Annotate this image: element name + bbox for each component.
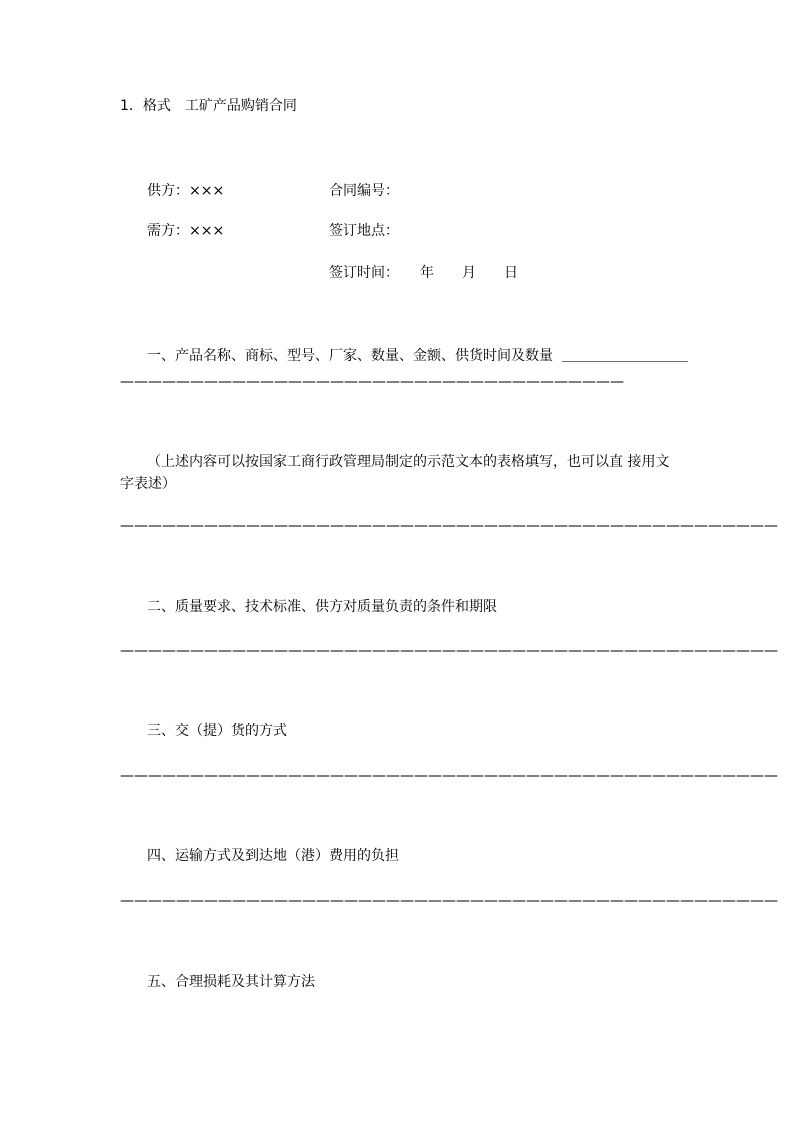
sign-time-field: 签订时间： 年 月 日 bbox=[329, 265, 518, 281]
section-3-blank-line: ——————————————————————————————————————————————— bbox=[120, 768, 778, 784]
document-title: 1．格式 工矿产品购销合同 bbox=[120, 98, 297, 114]
section-4-blank-line: ——————————————————————————————————————————————— bbox=[120, 893, 778, 909]
section-2-title: 二、质量要求、技术标准、供方对质量负责的条件和期限 bbox=[147, 599, 497, 615]
section-1-blank-line: ———————————————————————————————————— bbox=[120, 374, 624, 390]
supplier-field: 供方：××× bbox=[147, 183, 225, 199]
buyer-field: 需方：××× bbox=[147, 223, 225, 239]
section-2-blank-line: ——————————————————————————————————————————————— bbox=[120, 643, 778, 659]
section-5-title: 五、合理损耗及其计算方法 bbox=[147, 974, 315, 990]
section-3-title: 三、交（提）货的方式 bbox=[147, 723, 287, 739]
section-4-title: 四、运输方式及到达地（港）费用的负担 bbox=[147, 848, 399, 864]
sign-place-field: 签订地点： bbox=[329, 223, 399, 239]
section-1-title: 一、产品名称、商标、型号、厂家、数量、金额、供货时间及数量 bbox=[147, 348, 553, 364]
section-1-note-line-2: 字表述） bbox=[120, 476, 176, 492]
section-1-blank-line-2: ——————————————————————————————————————————————— bbox=[120, 518, 778, 534]
contract-number-field: 合同编号： bbox=[329, 183, 399, 199]
section-1-note-line-1: （上述内容可以按国家工商行政管理局制定的示范文本的表格填写，也可以直 接用文 bbox=[147, 454, 670, 470]
section-1-blank-tail: ＿＿＿＿＿＿＿＿＿ bbox=[562, 348, 688, 364]
